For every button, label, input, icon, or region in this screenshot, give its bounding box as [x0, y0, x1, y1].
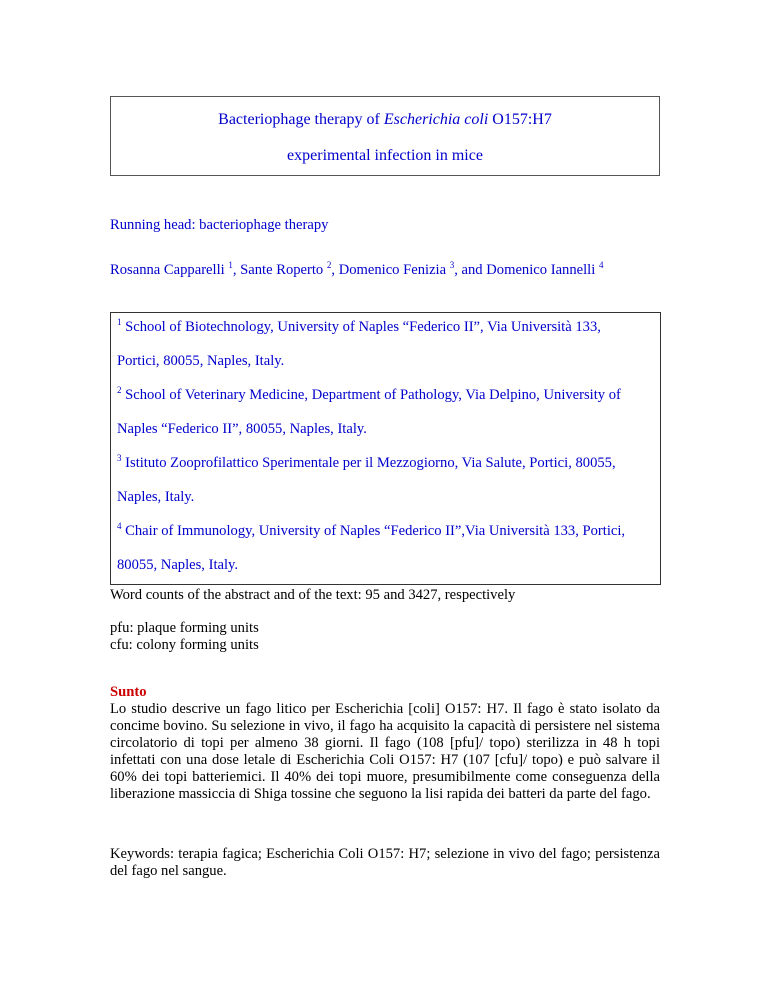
- sunto-heading: Sunto: [110, 684, 147, 700]
- title-box: [110, 96, 660, 176]
- author-name: Domenico Iannelli: [486, 262, 599, 278]
- affiliation-text: School of Veterinary Medicine, Department of Pathology, Via Delpino, University of: [121, 387, 621, 403]
- author-name: Rosanna Capparelli: [110, 262, 229, 278]
- affiliation-4-line-2: 80055, Naples, Italy.: [117, 557, 239, 573]
- keywords: Keywords: terapia fagica; Escherichia Coli O157: H7; selezione in vivo del fago; persistenza del fago nel sangue.: [110, 846, 660, 879]
- title-line-2: experimental infection in mice: [287, 147, 483, 164]
- author-name: Domenico Fenizia: [338, 262, 450, 278]
- affiliation-3-line-1: [117, 455, 616, 472]
- abbreviation-cfu: cfu: colony forming units: [110, 637, 259, 653]
- affiliation-sup: 2: [117, 385, 122, 396]
- affiliation-3-line-2: Naples, Italy.: [117, 489, 195, 505]
- affiliation-text: Istituto Zooprofilattico Sperimentale per il Mezzogiorno, Via Salute, Portici, 80055,: [121, 455, 616, 471]
- running-head: Running head: bacteriophage therapy: [110, 217, 329, 233]
- affiliation-text: Chair of Immunology, University of Naples “Federico II”,Via Università 133, Portici,: [121, 523, 626, 539]
- affiliation-2-line-1: [117, 387, 621, 404]
- word-counts: Word counts of the abstract and of the text: 95 and 3427, respectively: [110, 587, 516, 603]
- author-sup: 3: [449, 260, 455, 271]
- author-sep: ,: [232, 262, 241, 278]
- affiliation-4-line-1: [117, 523, 625, 540]
- author-sup: 1: [228, 260, 233, 271]
- abbreviation-pfu: pfu: plaque forming units: [110, 620, 259, 636]
- affiliations-box: [110, 312, 661, 585]
- author-name: Sante Roperto: [240, 262, 327, 278]
- author-sep: , and: [454, 262, 487, 278]
- author-sup: 4: [598, 260, 604, 271]
- authors-line: [110, 262, 603, 279]
- affiliation-text: School of Biotechnology, University of Naples “Federico II”, Via Università 133,: [121, 319, 601, 335]
- sunto-paragraph: Lo studio descrive un fago litico per Escherichia [coli] O157: H7. Il fago è stato isolato da concime bovino. Su selezione in vivo, il fago ha acquisito la capacità di persistere nel sistema circolatorio di topi per almeno 38 giorni. Il fago (108 [pfu]/ topo) sterilizza in 48 h topi infettati con una dose letale di Escherichia Coli O157: H7 (107 [cfu]/ topo) e può salvare il 60% dei topi batteriemici. Il 40% dei topi muore, presumibilmente come conseguenza della liberazione massiccia di Shiga tossine che seguono la lisi rapida dei batteri da parte del fago.: [110, 701, 660, 802]
- author-sup: 2: [326, 260, 332, 271]
- title-strain: O157:H7: [488, 111, 552, 128]
- affiliation-sup: 1: [117, 317, 122, 328]
- affiliation-2-line-2: Naples “Federico II”, 80055, Naples, Italy.: [117, 421, 367, 437]
- affiliation-sup: 3: [117, 453, 122, 464]
- title-text: Bacteriophage therapy of: [218, 111, 384, 128]
- author-sep: ,: [331, 262, 339, 278]
- affiliation-1-line-1: [117, 319, 601, 336]
- title-line-1: [111, 111, 659, 129]
- affiliation-1-line-2: Portici, 80055, Naples, Italy.: [117, 353, 285, 369]
- affiliation-sup: 4: [117, 521, 122, 532]
- title-species: Escherichia coli: [383, 111, 489, 128]
